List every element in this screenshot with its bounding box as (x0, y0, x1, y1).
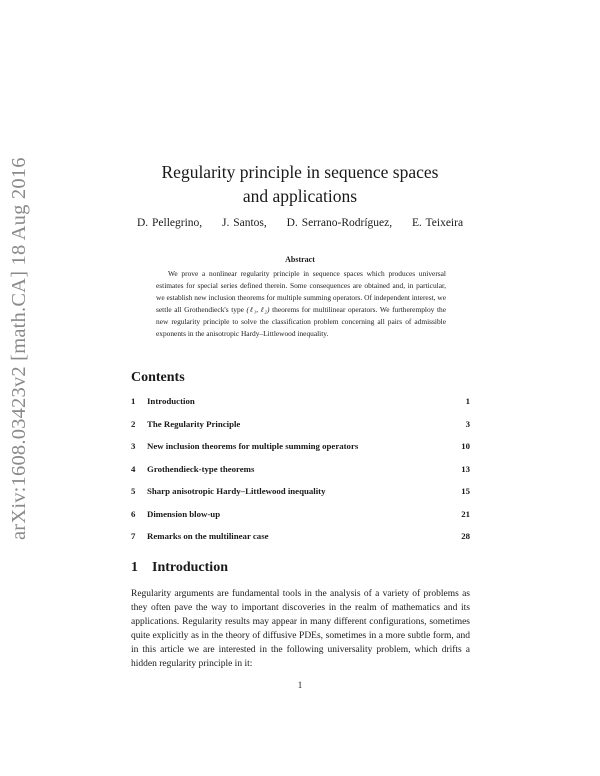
toc-entry-multilinear-remarks[interactable] (131, 531, 470, 554)
section-number: 1 (131, 560, 138, 575)
contents-heading: Contents (131, 370, 185, 385)
toc-entry-page: 3 (465, 418, 470, 429)
toc-entry-hardy-littlewood[interactable] (131, 486, 470, 509)
abstract-paragraph (156, 268, 446, 340)
toc-entry-label: Remarks on the multilinear case (147, 531, 269, 541)
toc-entry-label: Dimension blow-up (147, 508, 221, 519)
abstract-text-part-2: theorems for multilinear operators. We furtheremploy the new regularity principle to solve the classification problem concerning all pairs of admissible exponents in the anisotropic Hardy–Littlewood inequality. (156, 305, 446, 338)
abstract-body (156, 268, 446, 340)
author-name: D. Serrano-Rodríguez, (286, 217, 393, 229)
abstract-heading: Abstract (285, 255, 315, 264)
toc-entry-number: 3 (131, 441, 136, 451)
toc-entry-number: 5 (131, 486, 136, 496)
toc-entry-page: 10 (461, 441, 470, 451)
introduction-paragraph: Regularity arguments are fundamental tools in the analysis of a variety of problems as they often pave the way to important discoveries in the realm of mathematics and its applications. Regularity results may appear in many different configurations, sometimes quite explicitly as in the theory of diffusive PDEs, sometimes in a more subtle form, and in this article we are interested in the following universality problem, which drifts a hidden regularity principle in it: (131, 589, 470, 669)
toc-entry-label: The Regularity Principle (147, 418, 241, 429)
author-name: E. Teixeira (411, 217, 464, 229)
toc-entry-label: Sharp anisotropic Hardy–Littlewood inequality (147, 486, 326, 496)
toc-entry-number: 4 (131, 463, 136, 474)
toc-entry-number: 7 (131, 531, 136, 541)
toc-entry-page: 15 (461, 486, 470, 496)
abstract-math-expression: (ℓ₁, ℓ₂) (246, 305, 270, 314)
paper-title-line-1: Regularity principle in sequence spaces (161, 162, 439, 182)
author-name: J. Santos, (222, 217, 267, 229)
table-of-contents (131, 396, 470, 554)
toc-entry-label: Introduction (147, 396, 195, 406)
toc-entry-inclusion-theorems[interactable] (131, 441, 470, 464)
toc-entry-number: 6 (131, 508, 136, 519)
section-title: Introduction (152, 560, 228, 575)
toc-entry-introduction[interactable] (131, 396, 470, 419)
toc-entry-page: 13 (461, 463, 470, 474)
toc-entry-regularity-principle[interactable] (131, 419, 470, 442)
arxiv-identifier-stamp: arXiv:1608.03423v2 [math.CA] 18 Aug 2016 (8, 157, 30, 540)
page-number: 1 (297, 680, 303, 690)
paper-title (100, 160, 500, 208)
toc-entry-label: New inclusion theorems for multiple summing operators (147, 441, 359, 451)
toc-entry-number: 1 (131, 396, 136, 406)
abstract-text-part-1: We prove a nonlinear regularity principle in sequence spaces which produces universal estimates for special series defined therein. Some consequences are obtained and, in particular, we establish new inclusion theorems for multiple summing operators. Of independent interest, we settle all Grothendieck's type (156, 269, 446, 314)
toc-entry-number: 2 (131, 418, 136, 429)
toc-entry-page: 21 (461, 508, 470, 519)
paper-title-line-2: and applications (242, 186, 358, 206)
toc-entry-page: 28 (461, 531, 470, 541)
toc-entry-grothendieck[interactable] (131, 464, 470, 487)
toc-entry-dimension-blow-up[interactable] (131, 509, 470, 532)
section-heading-introduction (131, 560, 228, 576)
toc-entry-label: Grothendieck-type theorems (147, 463, 255, 474)
toc-entry-page: 1 (465, 396, 470, 406)
author-list (100, 217, 500, 229)
author-name: D. Pellegrino, (136, 217, 203, 229)
